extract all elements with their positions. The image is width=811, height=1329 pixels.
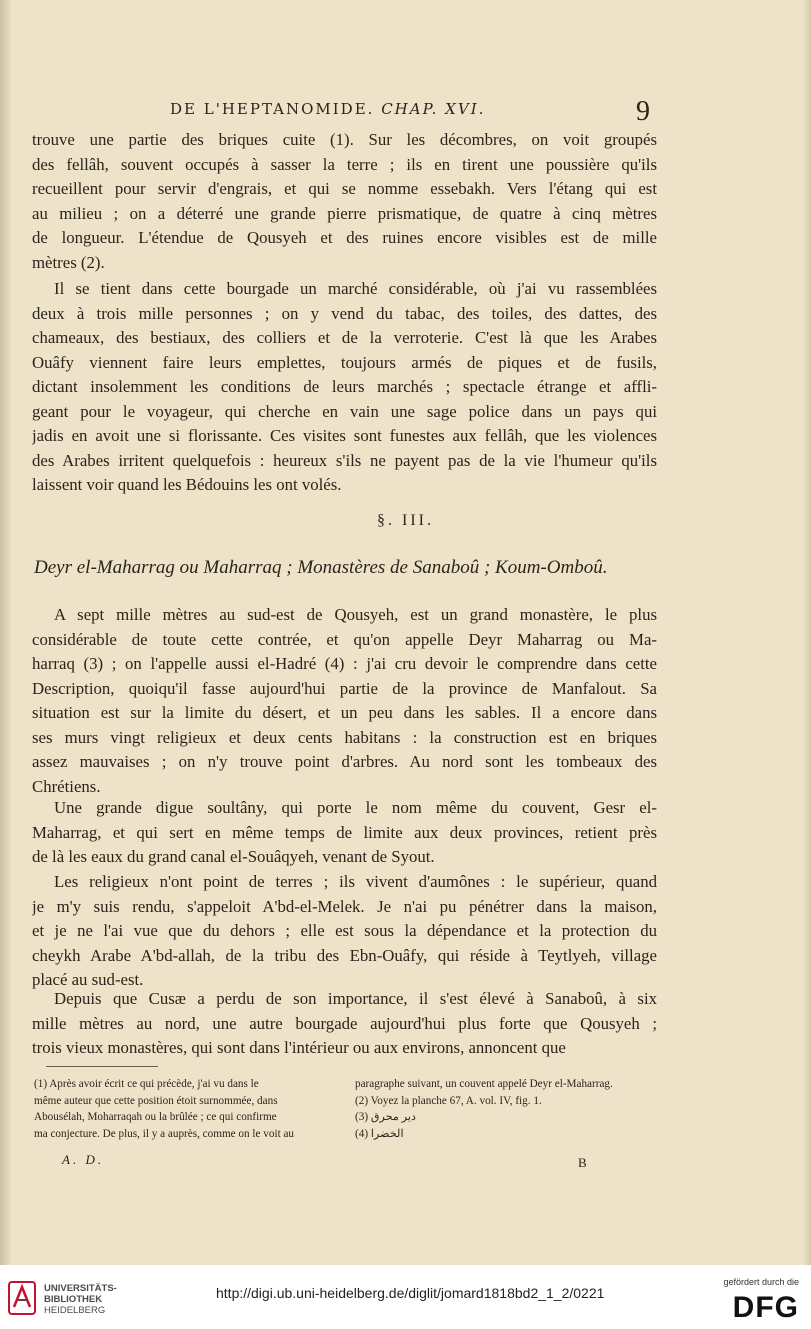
text-line: Il se tient dans cette bourgade un marché considérable, où j'ai vu rassemblées — [54, 279, 657, 298]
paragraph-4 — [32, 796, 657, 870]
text-line: des Arabes irritent quelquefois : heureux s'ils ne payent pas de la vie l'humeur qu'ils — [32, 450, 657, 470]
text-line: dictant insolemment les conditions de leurs marchés ; spectacle étrange et affli- — [32, 377, 657, 396]
text-line: des fellâh, souvent occupés à sasser la terre ; ils en tirent une poussière qu'ils — [32, 154, 657, 174]
text-line: assez mauvaises ; on n'y trouve point d'arbres. Au nord sont les tombeaux des — [32, 752, 657, 771]
text-line: Ouâfy viennent faire leurs emplettes, toujours armés de piques et de fusils, — [32, 352, 657, 372]
footnotes-right — [355, 1076, 665, 1142]
page-number: 9 — [636, 96, 650, 127]
text-line: A sept mille mètres au sud-est de Qousyeh, est un grand monastère, le plus — [54, 605, 657, 624]
footnote-line: même auteur que cette position étoit surnommée, dans — [34, 1094, 278, 1107]
text-line: placé au sud-est. — [32, 970, 144, 989]
section-title: Deyr el-Maharrag ou Maharraq ; Monastères de Sanaboû ; Koum-Omboû. — [34, 557, 608, 578]
footnote-line: (1) Après avoir écrit ce qui précède, j'ai vu dans le — [34, 1078, 259, 1090]
section-mark: §. III. — [377, 512, 434, 529]
paragraph-6 — [32, 987, 657, 1061]
dfg-logo: DFG — [732, 1291, 799, 1324]
footnote-line: paragraphe suivant, un couvent appelé Deyr el-Maharrag. — [355, 1078, 613, 1090]
text-line: Chrétiens. — [32, 776, 101, 796]
text-line: recueillent pour servir d'engrais, et qui se nomme essebakh. Vers l'étang qui est — [32, 179, 657, 198]
text-line: Les religieux n'ont point de terres ; ils vivent d'aumônes : le supérieur, quand — [54, 872, 657, 891]
text-line: au milieu ; on a déterré une grande pierre prismatique, de quatre à cinq mètres — [32, 203, 657, 223]
paragraph-2 — [32, 277, 657, 498]
funding-label: gefördert durch die — [723, 1277, 799, 1287]
text-line: trois vieux monastères, qui sont dans l'intérieur ou aux environs, annoncent que — [32, 1038, 566, 1057]
text-line: deux à trois mille personnes ; on y vend du tabac, des toiles, des dattes, des — [32, 303, 657, 323]
running-header — [170, 100, 670, 118]
text-line: trouve une partie des briques cuite (1). Sur les décombres, on voit groupés — [32, 130, 657, 149]
footnote-rule — [46, 1066, 158, 1067]
gathering-mark: B — [578, 1155, 587, 1170]
footnotes-left — [34, 1076, 339, 1142]
logo-line-3: HEIDELBERG — [44, 1305, 106, 1316]
footnote-line: (2) Voyez la planche 67, A. vol. IV, fig. 1. — [355, 1094, 542, 1107]
text-line: ses murs vingt religieux et deux cents habitans : la construction est en briques — [32, 727, 657, 747]
text-line: situation est sur la limite du désert, et un peu dans les sables. Il a encore dans — [32, 703, 657, 722]
logo-line-1: UNIVERSITÄTS- — [44, 1283, 117, 1294]
text-line: considérable de toute cette contrée, et qu'on appelle Deyr Maharrag ou Ma- — [32, 629, 657, 649]
signature-mark: A. D. — [62, 1152, 105, 1167]
text-line: de longueur. L'étendue de Qousyeh et des ruines encore visibles est de mille — [32, 228, 657, 247]
text-line: Maharrag, et qui sert en même temps de limite aux deux provinces, retient près — [32, 822, 657, 842]
text-line: chameaux, des bestiaux, des colliers et de la verroterie. C'est là que les Arabes — [32, 328, 657, 347]
text-line: et je ne l'ai vue que du dehors ; elle est sous la dépendance et la protection du — [32, 921, 657, 940]
paragraph-3 — [32, 603, 657, 799]
university-library-logo-text — [44, 1283, 117, 1316]
text-line: jadis en avoit une si florissante. Ces visites sont funestes aux fellâh, que les violences — [32, 426, 657, 445]
footnote-line: (4) الخضرا — [355, 1127, 404, 1140]
text-line: je m'y suis rendu, s'appeloit A'bd-el-Melek. Je n'ai pu pénétrer dans la maison, — [32, 896, 657, 916]
text-line: geant pour le voyageur, qui cherche en vain une sage police dans un pays qui — [32, 401, 657, 421]
header-title: DE L'HEPTANOMIDE. — [170, 100, 375, 118]
viewer-footer — [0, 1265, 811, 1329]
text-line: laissent voir quand les Bédouins les ont volés. — [32, 475, 342, 494]
text-line: Depuis que Cusæ a perdu de son importance, il s'est élevé à Sanaboû, à six — [54, 989, 657, 1008]
header-chapter: CHAP. XVI. — [381, 100, 486, 118]
footnote-line: Abousélah, Moharraqah ou la brûlée ; ce qui confirme — [34, 1111, 277, 1123]
text-line: mètres (2). — [32, 252, 105, 272]
text-line: de là les eaux du grand canal el-Souâqyeh, venant de Syout. — [32, 847, 435, 866]
paragraph-1 — [32, 128, 657, 275]
text-line: Une grande digue soultâny, qui porte le nom même du couvent, Gesr el- — [54, 798, 657, 817]
text-line: Description, quoiqu'il fasse aujourd'hui partie de la province de Manfalout. Sa — [32, 678, 657, 698]
footnote-line: (3) دير محرق — [355, 1111, 416, 1123]
footnote-line: ma conjecture. De plus, il y a auprès, comme on le voit au — [34, 1127, 295, 1140]
text-line: cheykh Arabe A'bd-allah, de la tribu des Ebn-Ouâfy, qui réside à Teytlyeh, village — [32, 945, 657, 965]
text-line: harraq (3) ; on l'appelle aussi el-Hadré (4) : j'ai cru devoir le comprendre dans cette — [32, 654, 657, 673]
university-library-logo-icon — [8, 1281, 36, 1315]
text-line: mille mètres au nord, une autre bourgade aujourd'hui plus forte que Qousyeh ; — [32, 1013, 657, 1033]
permalink-url[interactable]: http://digi.ub.uni-heidelberg.de/diglit/jomard1818bd2_1_2/0221 — [216, 1285, 605, 1301]
paragraph-5 — [32, 870, 657, 993]
logo-line-2: BIBLIOTHEK — [44, 1294, 103, 1305]
